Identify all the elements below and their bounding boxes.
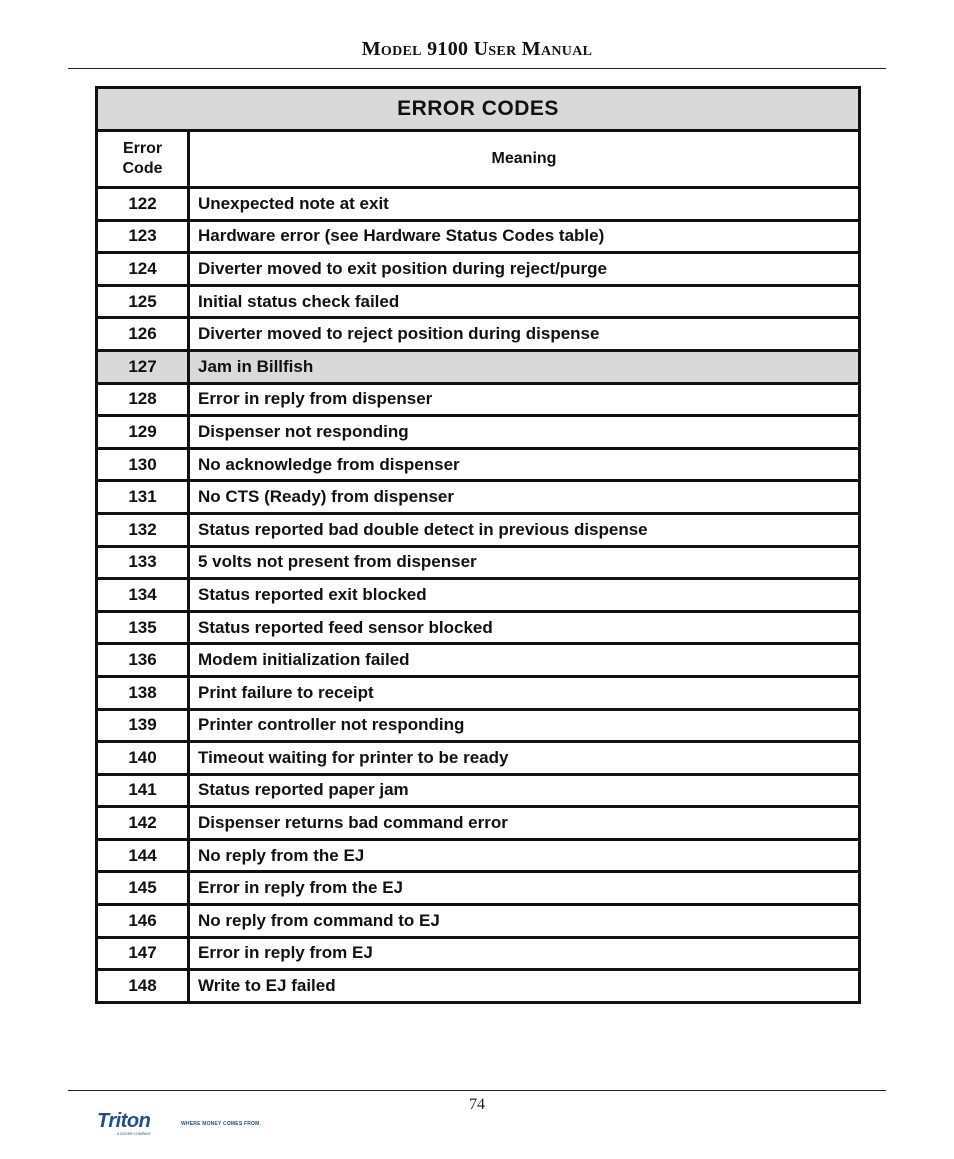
error-code-cell: 133 <box>97 546 189 579</box>
table-row <box>97 709 860 742</box>
error-meaning-cell: Error in reply from the EJ <box>189 872 860 905</box>
error-meaning-cell: Error in reply from EJ <box>189 937 860 970</box>
error-meaning-cell: Print failure to receipt <box>189 676 860 709</box>
error-code-cell: 124 <box>97 253 189 286</box>
error-meaning-cell: Unexpected note at exit <box>189 188 860 221</box>
error-code-cell: 147 <box>97 937 189 970</box>
table-row <box>97 774 860 807</box>
table-row <box>97 546 860 579</box>
error-code-cell: 141 <box>97 774 189 807</box>
error-meaning-cell: Diverter moved to reject position during dispense <box>189 318 860 351</box>
table-row <box>97 481 860 514</box>
table-row <box>97 905 860 938</box>
error-meaning-cell: Status reported feed sensor blocked <box>189 611 860 644</box>
error-code-cell: 134 <box>97 579 189 612</box>
error-meaning-cell: No CTS (Ready) from dispenser <box>189 481 860 514</box>
error-code-cell: 146 <box>97 905 189 938</box>
error-codes-table <box>95 86 861 1004</box>
error-code-cell: 131 <box>97 481 189 514</box>
table-row <box>97 742 860 775</box>
table-row <box>97 676 860 709</box>
error-meaning-cell: Modem initialization failed <box>189 644 860 677</box>
error-code-cell: 144 <box>97 839 189 872</box>
footer-rule <box>68 1090 886 1091</box>
logo-tagline: WHERE MONEY COMES FROM. <box>181 1121 262 1127</box>
table-row <box>97 318 860 351</box>
error-meaning-cell: Jam in Billfish <box>189 350 860 383</box>
error-meaning-cell: Diverter moved to exit position during reject/purge <box>189 253 860 286</box>
manual-header-title: Model 9100 User Manual <box>361 38 593 60</box>
error-meaning-cell: Write to EJ failed <box>189 970 860 1003</box>
triton-logo <box>97 1110 297 1140</box>
error-meaning-cell: Dispenser returns bad command error <box>189 807 860 840</box>
table-row <box>97 448 860 481</box>
error-code-cell: 139 <box>97 709 189 742</box>
error-code-cell: 142 <box>97 807 189 840</box>
table-row <box>97 285 860 318</box>
table-row <box>97 970 860 1003</box>
error-meaning-cell: Dispenser not responding <box>189 416 860 449</box>
error-code-cell: 140 <box>97 742 189 775</box>
table-title: ERROR CODES <box>97 88 860 131</box>
table-row <box>97 937 860 970</box>
table-row <box>97 579 860 612</box>
error-code-cell: 138 <box>97 676 189 709</box>
error-meaning-cell: No reply from the EJ <box>189 839 860 872</box>
error-meaning-cell: No acknowledge from dispenser <box>189 448 860 481</box>
error-meaning-cell: Printer controller not responding <box>189 709 860 742</box>
table-row <box>97 383 860 416</box>
error-code-cell: 148 <box>97 970 189 1003</box>
error-meaning-cell: Status reported bad double detect in previous dispense <box>189 513 860 546</box>
error-code-cell: 126 <box>97 318 189 351</box>
table-row <box>97 611 860 644</box>
error-code-cell: 132 <box>97 513 189 546</box>
error-code-cell: 123 <box>97 220 189 253</box>
error-codes-body <box>97 188 860 1003</box>
column-header-error-code <box>97 131 189 188</box>
error-meaning-cell: Hardware error (see Hardware Status Codes table) <box>189 220 860 253</box>
logo-wordmark: Triton <box>97 1110 151 1132</box>
table-row <box>97 220 860 253</box>
table-row <box>97 807 860 840</box>
error-meaning-cell: Error in reply from dispenser <box>189 383 860 416</box>
error-code-cell: 128 <box>97 383 189 416</box>
error-code-cell: 129 <box>97 416 189 449</box>
header-rule <box>68 68 886 69</box>
error-code-cell: 122 <box>97 188 189 221</box>
error-meaning-cell: No reply from command to EJ <box>189 905 860 938</box>
error-code-cell: 136 <box>97 644 189 677</box>
error-meaning-cell: Status reported exit blocked <box>189 579 860 612</box>
table-row <box>97 188 860 221</box>
table-row <box>97 839 860 872</box>
error-code-cell: 127 <box>97 350 189 383</box>
table-row <box>97 253 860 286</box>
table-row <box>97 644 860 677</box>
table-row <box>97 513 860 546</box>
error-code-cell: 135 <box>97 611 189 644</box>
table-row <box>97 872 860 905</box>
error-code-cell: 130 <box>97 448 189 481</box>
table-row <box>97 416 860 449</box>
column-header-error-code-line1: Error <box>122 140 163 157</box>
column-header-error-code-line2: Code <box>122 160 163 177</box>
error-meaning-cell: Timeout waiting for printer to be ready <box>189 742 860 775</box>
error-meaning-cell: 5 volts not present from dispenser <box>189 546 860 579</box>
page-number: 74 <box>469 1096 485 1113</box>
logo-subtext: A DOVER COMPANY <box>117 1132 151 1136</box>
error-code-cell: 125 <box>97 285 189 318</box>
error-meaning-cell: Status reported paper jam <box>189 774 860 807</box>
error-code-cell: 145 <box>97 872 189 905</box>
error-meaning-cell: Initial status check failed <box>189 285 860 318</box>
column-header-meaning: Meaning <box>189 131 860 188</box>
table-row <box>97 350 860 383</box>
